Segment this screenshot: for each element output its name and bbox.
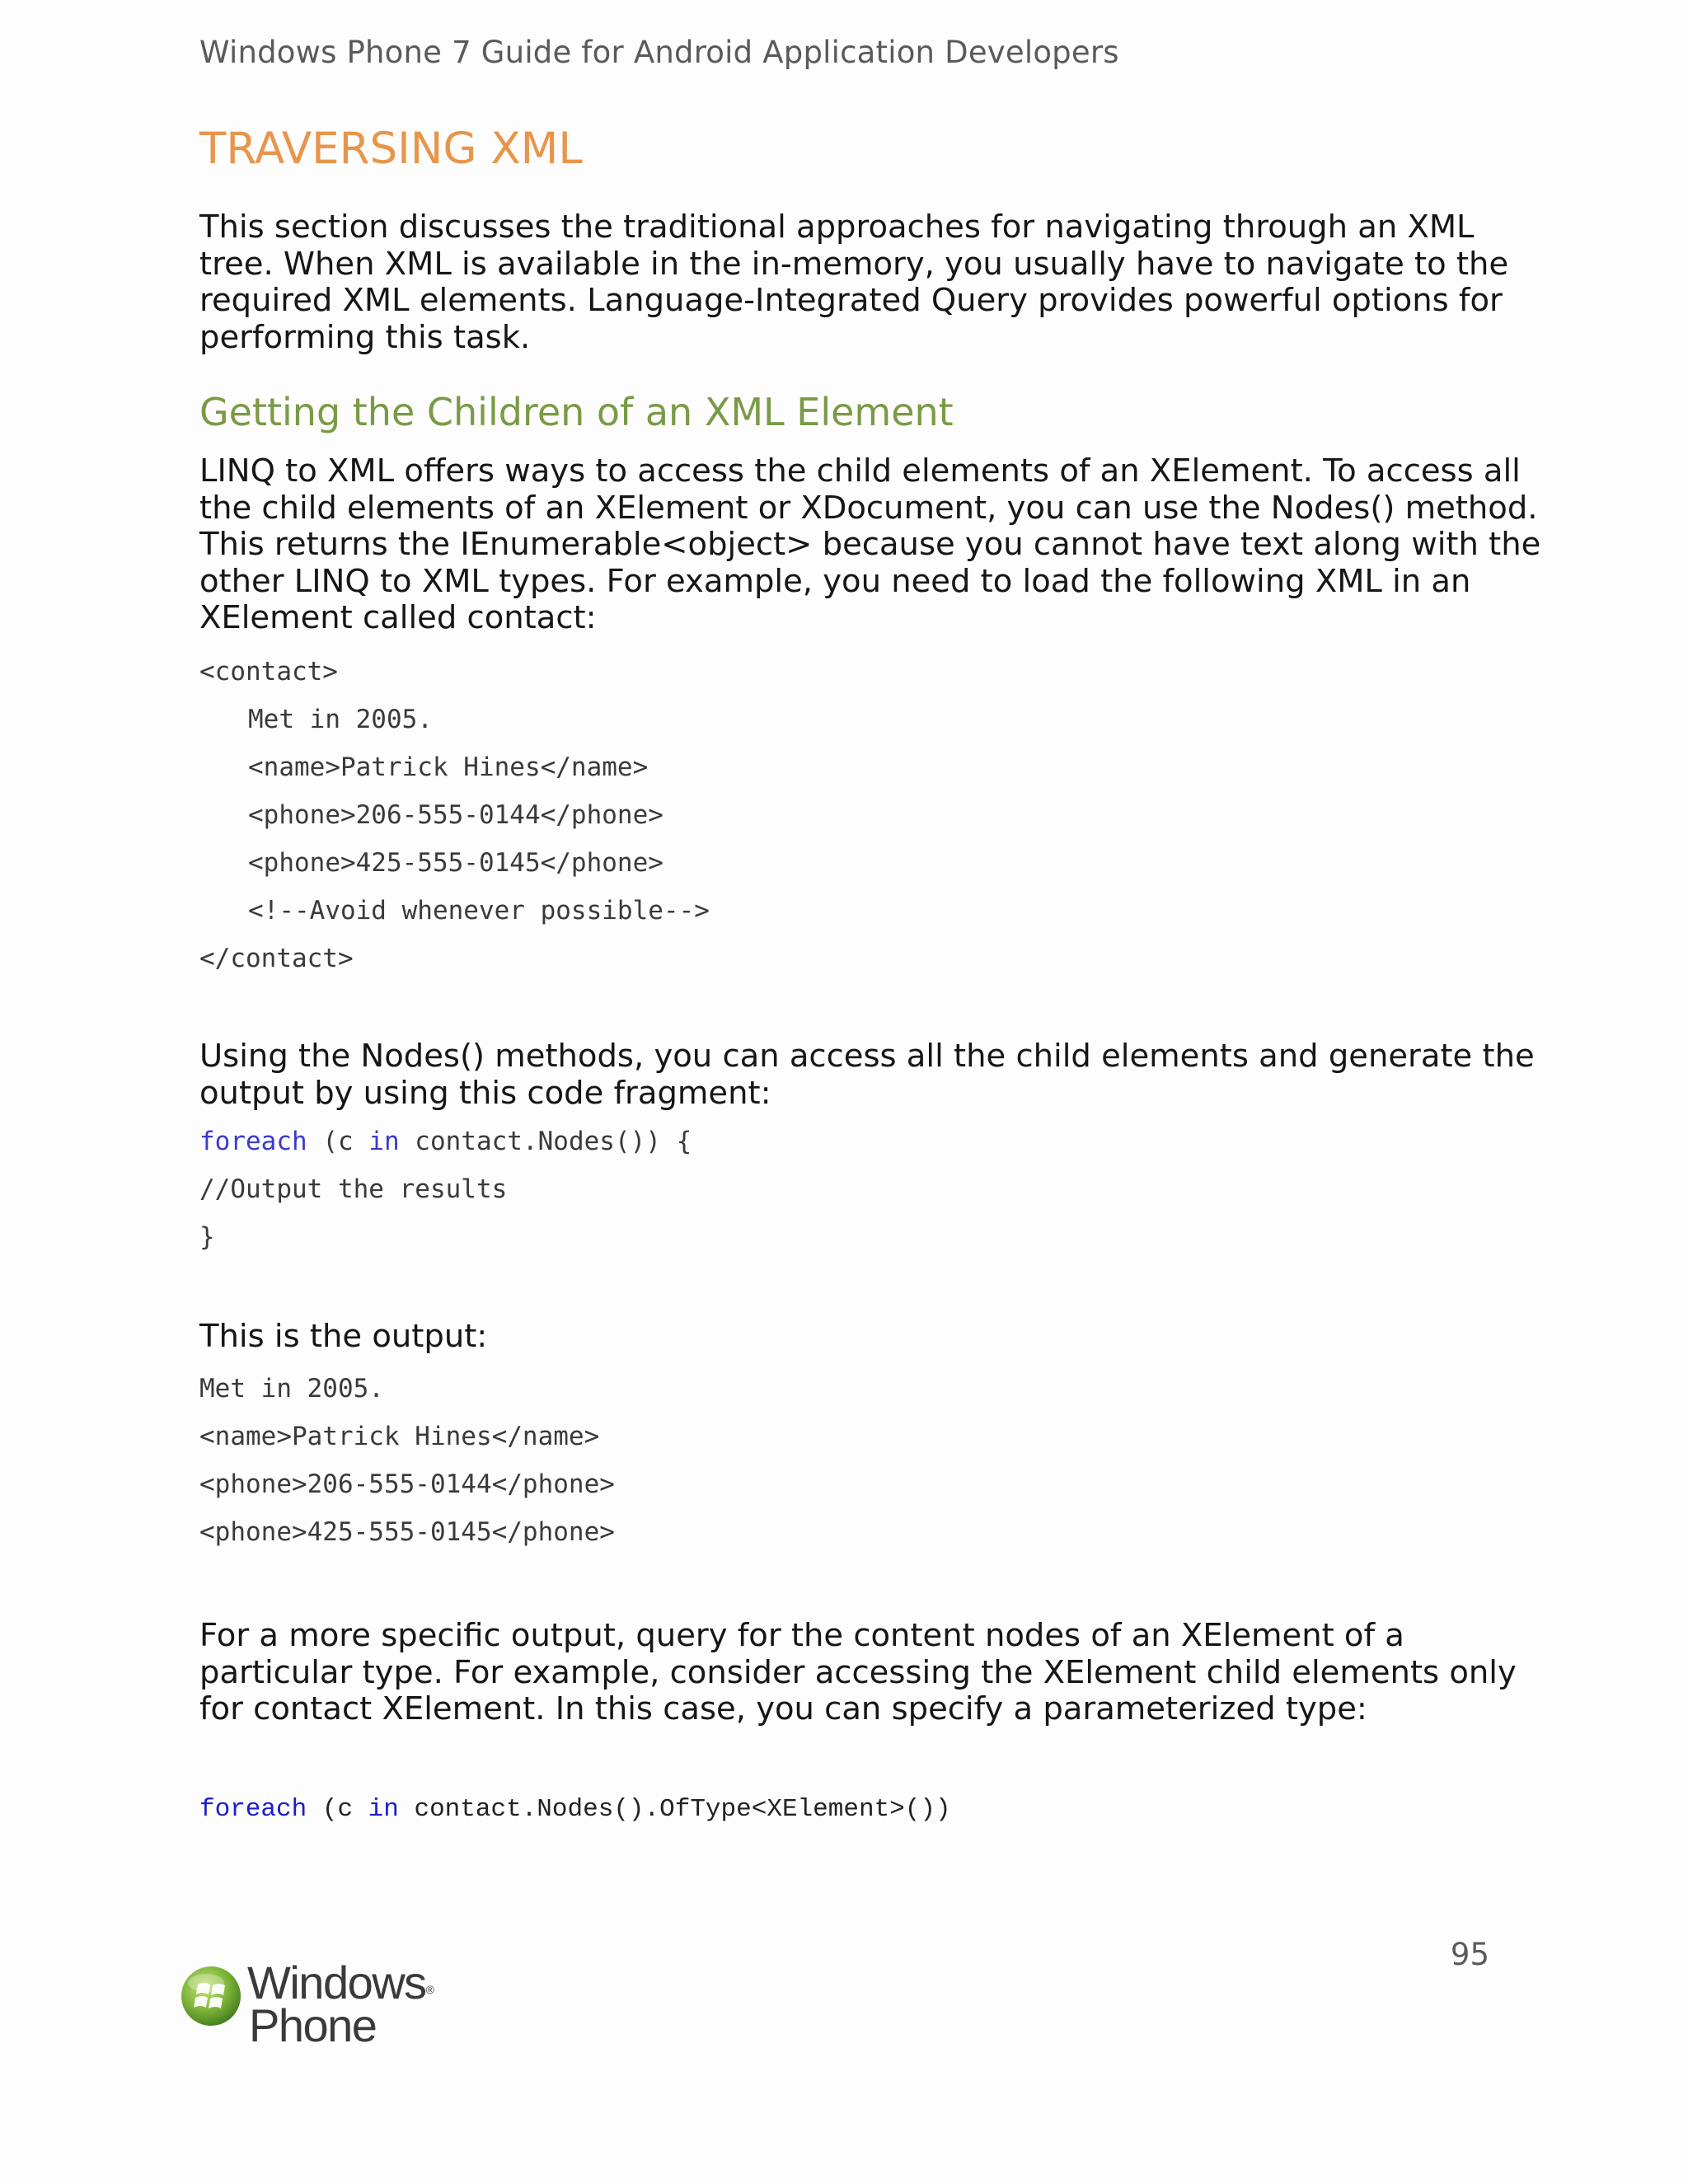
text-line: required XML elements. Language-Integrated Query provides powerful options for [199,282,1503,319]
code-line [199,1118,692,1165]
keyword-in: in [368,1127,400,1156]
code-token: contact.Nodes()) { [399,1127,692,1156]
code-line: <!--Avoid whenever possible--> [248,896,710,926]
text-line: For a more specific output, query for the content nodes of an XElement of a [199,1617,1404,1654]
code-line: <phone>206-555-0144</phone> [199,1469,615,1499]
text-line: the child elements of an XElement or XDocument, you can use the Nodes() method. [199,489,1538,527]
code-line: //Output the results [199,1174,508,1204]
code-token: contact.Nodes().OfType<XElement>()) [398,1795,951,1824]
code-line: </contact> [199,944,354,973]
text-line: This is the output: [199,1318,488,1355]
paragraph-specific-output [199,1618,1517,1728]
page-number: 95 [1450,1937,1489,1972]
code-line: <name>Patrick Hines</name> [248,752,649,782]
trademark-mark: ® [425,1983,434,1996]
intro-paragraph [199,209,1508,356]
keyword-in: in [368,1795,399,1824]
logo-word-phone: Phone [249,1999,377,2051]
section-title: TRAVERSING XML [199,124,583,174]
xml-code-block [199,648,710,982]
text-line: other LINQ to XML types. For example, you need to load the following XML in an [199,562,1471,600]
windows-phone-logo [180,1957,443,2060]
keyword-foreach: foreach [199,1795,307,1824]
paragraph-nodes-method [199,1038,1535,1112]
windows-flag-icon [180,1965,242,2027]
text-line: performing this task. [199,318,531,356]
oftype-code-line [199,1795,951,1824]
code-line: } [199,1222,215,1252]
running-header: Windows Phone 7 Guide for Android Application Developers [199,35,1119,70]
text-line: This section discusses the traditional approaches for navigating through an XML [199,209,1475,246]
subsection-title: Getting the Children of an XML Element [199,390,954,434]
logo-word-windows: Windows [247,1957,426,2008]
code-line: <name>Patrick Hines</name> [199,1422,600,1451]
code-line: Met in 2005. [199,1374,384,1404]
text-line: XElement called contact: [199,599,597,636]
logo-line [247,1957,434,2008]
text-line: tree. When XML is available in the in-memory, you usually have to navigate to the [199,245,1509,283]
paragraph-output-label [199,1319,487,1356]
text-line: output by using this code fragment: [199,1074,771,1112]
code-token: (c [307,1127,369,1156]
keyword-foreach: foreach [199,1127,307,1156]
code-line: <contact> [199,657,338,687]
foreach-code-block [199,1118,692,1261]
output-code-block [199,1365,615,1556]
logo-wordmark [247,1957,434,2051]
code-line: <phone>206-555-0144</phone> [248,800,663,830]
code-line: <phone>425-555-0145</phone> [199,1517,615,1547]
code-line: Met in 2005. [248,705,433,734]
code-token: (c [307,1795,368,1824]
text-line: particular type. For example, consider accessing the XElement child elements only [199,1653,1517,1691]
text-line: Using the Nodes() methods, you can access all the child elements and generate the [199,1038,1535,1075]
text-line: LINQ to XML offers ways to access the child elements of an XElement. To access all [199,452,1521,490]
code-line: <phone>425-555-0145</phone> [248,848,663,878]
text-line: for contact XElement. In this case, you can specify a parameterized type: [199,1690,1367,1727]
text-line: This returns the IEnumerable<object> because you cannot have text along with the [199,526,1541,563]
paragraph-child-elements [199,453,1540,637]
